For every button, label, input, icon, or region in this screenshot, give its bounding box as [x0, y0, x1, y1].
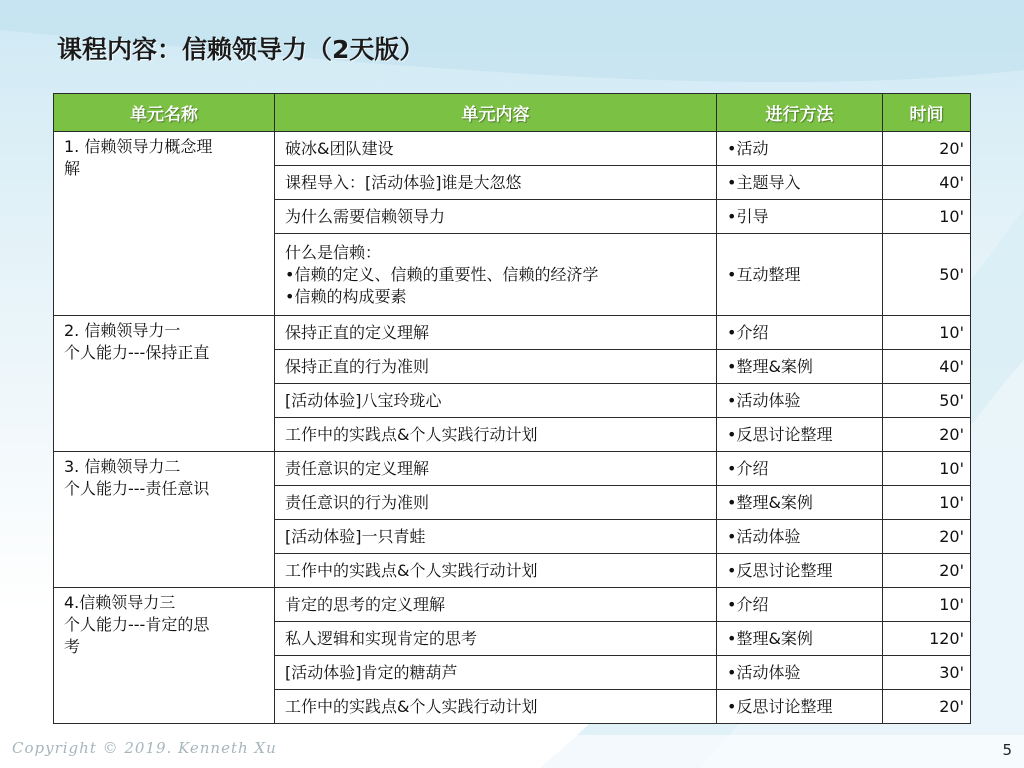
method: •主题导入: [717, 166, 883, 200]
unit-name: 3. 信赖领导力二 个人能力---责任意识: [54, 452, 275, 588]
table-row: [54, 316, 971, 350]
header-unit-name: 单元名称: [54, 94, 275, 132]
header-method: 进行方法: [717, 94, 883, 132]
table-row: [54, 132, 971, 166]
time: 50': [883, 234, 971, 316]
time: 20': [883, 132, 971, 166]
page-number: 5: [1002, 741, 1012, 759]
method: •反思讨论整理: [717, 554, 883, 588]
time: 10': [883, 452, 971, 486]
method: •整理&案例: [717, 486, 883, 520]
unit-content: 课程导入：[活动体验]谁是大忽悠: [275, 166, 717, 200]
method: •反思讨论整理: [717, 418, 883, 452]
unit-name: 4.信赖领导力三 个人能力---肯定的思 考: [54, 588, 275, 724]
method: •介绍: [717, 316, 883, 350]
table-row: [54, 452, 971, 486]
unit-content: 私人逻辑和实现肯定的思考: [275, 622, 717, 656]
method: •整理&案例: [717, 622, 883, 656]
unit-content: [活动体验]八宝玲珑心: [275, 384, 717, 418]
header-unit-content: 单元内容: [275, 94, 717, 132]
copyright-text: Copyright © 2019. Kenneth Xu: [12, 739, 277, 757]
unit-content: 工作中的实践点&个人实践行动计划: [275, 418, 717, 452]
time: 120': [883, 622, 971, 656]
time: 20': [883, 520, 971, 554]
unit-content: 肯定的思考的定义理解: [275, 588, 717, 622]
unit-name: 1. 信赖领导力概念理 解: [54, 132, 275, 316]
method: •活动体验: [717, 384, 883, 418]
time: 20': [883, 554, 971, 588]
method: •引导: [717, 200, 883, 234]
method: •互动整理: [717, 234, 883, 316]
method: •介绍: [717, 452, 883, 486]
time: 10': [883, 486, 971, 520]
time: 10': [883, 200, 971, 234]
slide-title: 课程内容：信赖领导力（2天版）: [57, 35, 425, 64]
method: •活动: [717, 132, 883, 166]
method: •整理&案例: [717, 350, 883, 384]
time: 50': [883, 384, 971, 418]
method: •活动体验: [717, 520, 883, 554]
unit-content: 责任意识的行为准则: [275, 486, 717, 520]
unit-content: 保持正直的定义理解: [275, 316, 717, 350]
header-time: 时间: [883, 94, 971, 132]
method: •介绍: [717, 588, 883, 622]
time: 30': [883, 656, 971, 690]
table-header-row: [54, 94, 971, 132]
time: 20': [883, 418, 971, 452]
unit-content: 保持正直的行为准则: [275, 350, 717, 384]
time: 20': [883, 690, 971, 724]
unit-content: [活动体验]肯定的糖葫芦: [275, 656, 717, 690]
unit-content: [活动体验]一只青蛙: [275, 520, 717, 554]
unit-content: 什么是信赖： •信赖的定义、信赖的重要性、信赖的经济学 •信赖的构成要素: [275, 234, 717, 316]
time: 10': [883, 588, 971, 622]
method: •活动体验: [717, 656, 883, 690]
method: •反思讨论整理: [717, 690, 883, 724]
unit-content: 工作中的实践点&个人实践行动计划: [275, 690, 717, 724]
unit-content: 为什么需要信赖领导力: [275, 200, 717, 234]
course-table: [53, 93, 971, 724]
table-row: [54, 588, 971, 622]
time: 40': [883, 166, 971, 200]
time: 40': [883, 350, 971, 384]
unit-content: 工作中的实践点&个人实践行动计划: [275, 554, 717, 588]
unit-content: 责任意识的定义理解: [275, 452, 717, 486]
time: 10': [883, 316, 971, 350]
unit-name: 2. 信赖领导力一 个人能力---保持正直: [54, 316, 275, 452]
unit-content: 破冰&团队建设: [275, 132, 717, 166]
